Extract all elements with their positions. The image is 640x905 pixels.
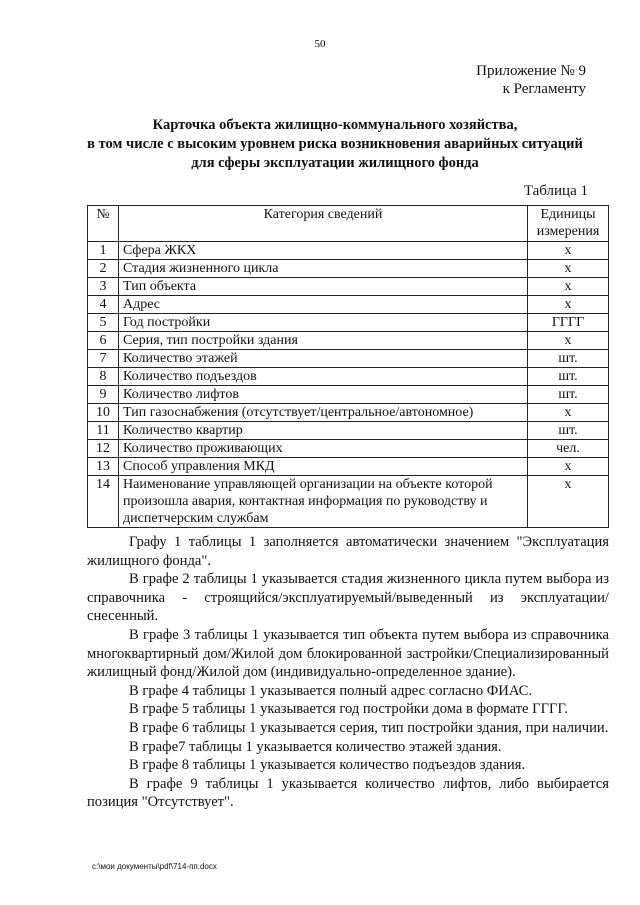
row-number: 6 bbox=[88, 332, 119, 350]
row-unit: х bbox=[528, 242, 609, 260]
paragraph: В графе 2 таблицы 1 указывается стадия жизненного цикла путем выбора из справочника - строящийся/эксплуатируемый/выведенный из эксплуатации/снесенный. bbox=[87, 571, 609, 625]
table-body bbox=[88, 242, 609, 528]
row-number: 1 bbox=[88, 242, 119, 260]
table-row bbox=[88, 278, 609, 296]
row-number: 4 bbox=[88, 296, 119, 314]
row-category: Адрес bbox=[119, 296, 528, 314]
table-row bbox=[88, 440, 609, 458]
row-unit: х bbox=[528, 332, 609, 350]
paragraph: В графе 4 таблицы 1 указывается полный адрес согласно ФИАС. bbox=[129, 682, 533, 699]
row-category: Тип объекта bbox=[119, 278, 528, 296]
paragraph: В графе 5 таблицы 1 указывается год постройки дома в формате ГГГГ. bbox=[129, 701, 568, 718]
table-row bbox=[88, 386, 609, 404]
row-number: 3 bbox=[88, 278, 119, 296]
header-unit: Единицы измерения bbox=[528, 206, 609, 242]
table-row bbox=[88, 314, 609, 332]
row-unit: х bbox=[528, 296, 609, 314]
row-category: Наименование управляющей организации на объекте которой произошла авария, контактная информация по руководству и диспетчерским службам bbox=[119, 476, 528, 528]
row-category: Количество этажей bbox=[119, 350, 528, 368]
paragraph: В графе7 таблицы 1 указывается количество этажей здания. bbox=[129, 738, 502, 755]
paragraph: В графе 8 таблицы 1 указывается количество подъездов здания. bbox=[129, 757, 526, 774]
row-category: Количество квартир bbox=[119, 422, 528, 440]
row-number: 9 bbox=[88, 386, 119, 404]
paragraph: В графе 9 таблицы 1 указывается количество лифтов, либо выбирается позиция "Отсутствует". bbox=[87, 775, 609, 811]
table-row bbox=[88, 296, 609, 314]
table-row bbox=[88, 368, 609, 386]
appendix-number: Приложение № 9 bbox=[476, 63, 586, 79]
body-text bbox=[87, 533, 609, 812]
table-row bbox=[88, 350, 609, 368]
row-number: 13 bbox=[88, 458, 119, 476]
row-unit: чел. bbox=[528, 440, 609, 458]
row-number: 10 bbox=[88, 404, 119, 422]
page-number: 50 bbox=[314, 38, 326, 50]
table-row bbox=[88, 422, 609, 440]
row-number: 5 bbox=[88, 314, 119, 332]
row-category: Количество лифтов bbox=[119, 386, 528, 404]
table-row bbox=[88, 260, 609, 278]
table-row bbox=[88, 476, 609, 528]
paragraph: В графе 6 таблицы 1 указывается серия, тип постройки здания, при наличии. bbox=[129, 719, 609, 736]
row-unit: х bbox=[528, 404, 609, 422]
row-number: 12 bbox=[88, 440, 119, 458]
title-line-2: в том числе с высоким уровнем риска возникновения аварийных ситуаций bbox=[87, 136, 583, 152]
row-unit: шт. bbox=[528, 422, 609, 440]
table-row bbox=[88, 458, 609, 476]
row-unit: х bbox=[528, 260, 609, 278]
row-unit: шт. bbox=[528, 350, 609, 368]
document-title bbox=[70, 116, 600, 173]
header-category: Категория сведений bbox=[119, 206, 528, 242]
row-number: 7 bbox=[88, 350, 119, 368]
row-category: Способ управления МКД bbox=[119, 458, 528, 476]
row-number: 2 bbox=[88, 260, 119, 278]
row-unit: х bbox=[528, 278, 609, 296]
table-row bbox=[88, 242, 609, 260]
row-number: 14 bbox=[88, 476, 119, 528]
table-header-row bbox=[88, 206, 609, 242]
header-num: № bbox=[88, 206, 119, 242]
row-number: 8 bbox=[88, 368, 119, 386]
paragraph: Графу 1 таблицы 1 заполняется автоматически значением "Эксплуатация жилищного фонда". bbox=[87, 534, 609, 569]
title-line-3: для сферы эксплуатации жилищного фонда bbox=[191, 155, 479, 171]
title-line-1: Карточка объекта жилищно-коммунального хозяйства, bbox=[152, 117, 518, 133]
appendix-reference: к Регламенту bbox=[502, 81, 586, 97]
row-category: Стадия жизненного цикла bbox=[119, 260, 528, 278]
table-caption: Таблица 1 bbox=[523, 183, 588, 199]
row-category: Сфера ЖКХ bbox=[119, 242, 528, 260]
table-row bbox=[88, 332, 609, 350]
info-table bbox=[87, 205, 609, 528]
row-unit: х bbox=[528, 458, 609, 476]
table-row bbox=[88, 404, 609, 422]
paragraph: В графе 3 таблицы 1 указывается тип объекта путем выбора из справочника многоквартирный дом/Жилой дом блокированной застройки/Специализированный жилищный фонд/Жилой дом (индивидуально-определенное здание). bbox=[87, 626, 609, 681]
appendix-label bbox=[476, 62, 586, 98]
row-category: Серия, тип постройки здания bbox=[119, 332, 528, 350]
row-unit: х bbox=[528, 476, 609, 528]
row-category: Количество подъездов bbox=[119, 368, 528, 386]
row-number: 11 bbox=[88, 422, 119, 440]
row-unit: ГГГГ bbox=[528, 314, 609, 332]
row-unit: шт. bbox=[528, 386, 609, 404]
footer-file-path: c:\мои документы\pdf\714-пп.docx bbox=[92, 862, 217, 871]
row-category: Количество проживающих bbox=[119, 440, 528, 458]
row-unit: шт. bbox=[528, 368, 609, 386]
row-category: Год постройки bbox=[119, 314, 528, 332]
row-category: Тип газоснабжения (отсутствует/центральное/автономное) bbox=[119, 404, 528, 422]
